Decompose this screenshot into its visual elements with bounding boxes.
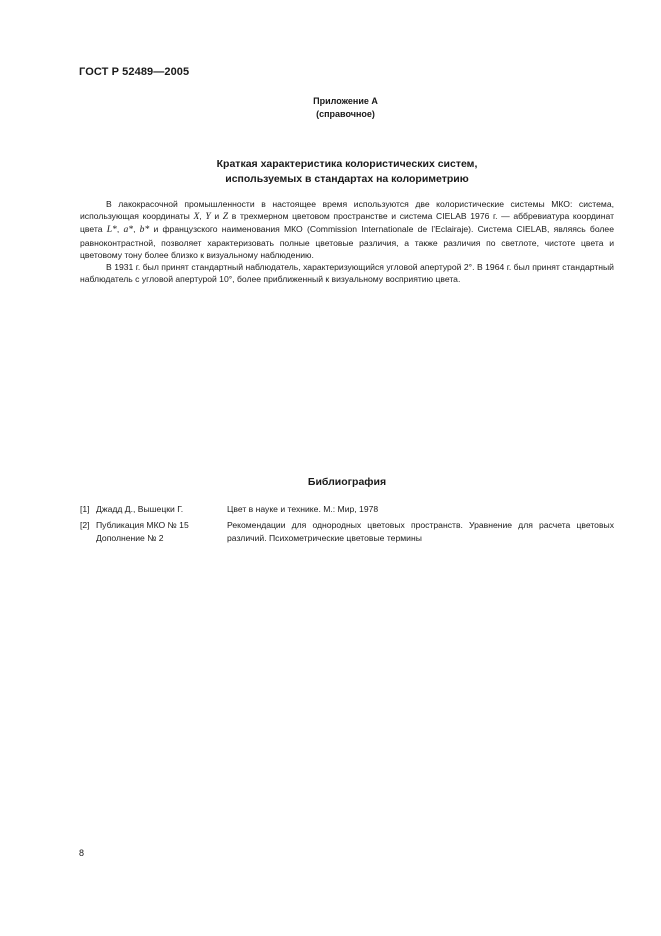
coordinate-y: Y xyxy=(205,211,211,223)
author-line-1: Джадд Д., Вышецки Г. xyxy=(96,504,184,514)
paragraph-1-part-a: В лакокрасочной промышленности в настоящее время используются две колористические системы МКО: система, использующая координаты xyxy=(80,199,614,222)
author-line-1: Публикация МКО № 15 xyxy=(96,520,189,530)
bibliography-heading: Библиография xyxy=(307,476,387,488)
coordinate-x: X xyxy=(193,211,200,223)
appendix-type: (справочное) xyxy=(316,109,375,119)
paragraph-1-part-b: в трехмерном цветовом пространстве и система CIELAB 1976 г. — аббревиатура координат цвета xyxy=(80,211,614,235)
coordinate-z: Z xyxy=(222,211,229,223)
separator: , xyxy=(133,224,140,235)
paragraph-1-part-c: и французского наименования МКО (Commission Internationale de l’Eclairaje). Система CIELAB, являясь более равноконтрастной, позволяет характеризовать полные цветовые различия, а также различия по светлоте, чистоте цвета и цветовому тону более близко к визуальному наблюдению. xyxy=(80,224,614,260)
bibliography-number: [2] xyxy=(80,520,90,530)
separator: и xyxy=(210,211,223,222)
bibliography-author xyxy=(96,503,226,516)
document-code: ГОСТ Р 52489—2005 xyxy=(79,66,190,78)
separator: , xyxy=(199,211,206,222)
section-title-line-1: Краткая характеристика колористических систем, xyxy=(216,158,478,170)
appendix-label: Приложение А xyxy=(313,96,378,106)
coordinate-l: L* xyxy=(106,224,117,236)
separator: , xyxy=(116,224,124,235)
section-title xyxy=(80,157,614,187)
bibliography-list xyxy=(80,503,614,548)
bibliography-item xyxy=(80,503,614,516)
author-line-2: Дополнение № 2 xyxy=(96,533,164,543)
coordinate-a: a* xyxy=(123,224,134,236)
bibliography-text: Рекомендации для однородных цветовых пространств. Уравнение для расчета цветовых различий. Психометрические цветовые термины xyxy=(227,520,614,543)
body-text xyxy=(80,198,614,285)
bibliography-author xyxy=(96,519,226,545)
appendix-header xyxy=(0,95,661,121)
bibliography-item xyxy=(80,519,614,545)
page-number: 8 xyxy=(79,848,85,858)
bibliography-text: Цвет в науке и технике. М.: Мир, 1978 xyxy=(227,504,379,514)
bibliography-number: [1] xyxy=(80,504,90,514)
paragraph-1 xyxy=(80,198,614,261)
coordinate-b: b* xyxy=(139,224,150,236)
section-title-line-2: используемых в стандартах на колориметрию xyxy=(225,173,469,185)
paragraph-2: В 1931 г. был принят стандартный наблюдатель, характеризующийся угловой апертурой 2°. В 1964 г. был принят стандартный наблюдатель с угловой апертурой 10°, более приближенный к визуальному восприятию цвета. xyxy=(80,262,614,285)
